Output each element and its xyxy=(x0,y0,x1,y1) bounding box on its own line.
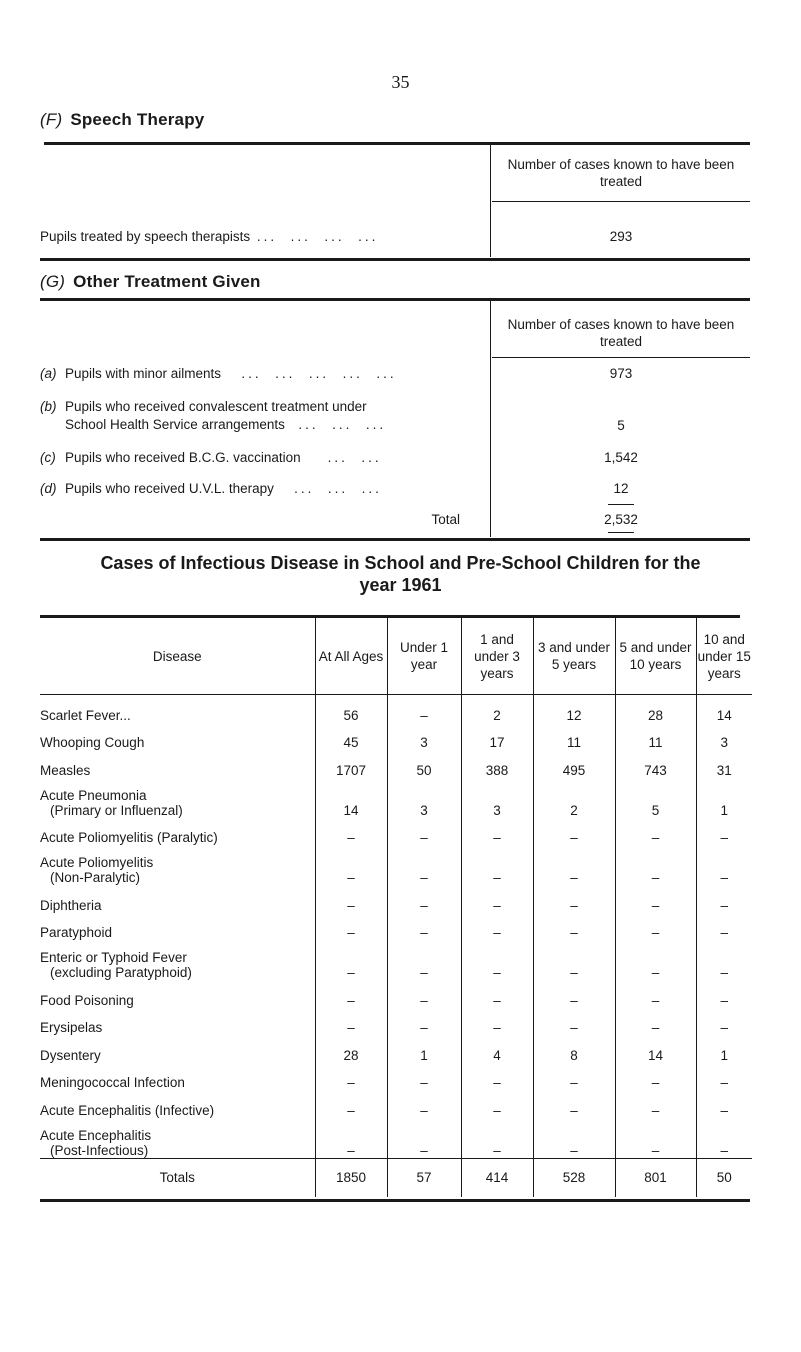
other-column-header: Number of cases known to have been treated xyxy=(507,317,735,349)
table-row xyxy=(40,1118,752,1159)
case-count-cell: – xyxy=(615,1063,696,1091)
row-label: Pupils who received convalescent treatment under xyxy=(65,399,367,414)
speech-column-header: Number of cases known to have been treated xyxy=(507,157,735,189)
case-count-cell: – xyxy=(387,818,461,846)
case-count-cell: – xyxy=(315,1063,387,1091)
totals-label: Totals xyxy=(40,1158,315,1197)
case-count-cell: – xyxy=(533,1118,615,1159)
case-count-cell: – xyxy=(387,940,461,980)
case-count-cell: – xyxy=(387,845,461,885)
case-count-cell: – xyxy=(315,913,387,941)
case-count-cell: – xyxy=(696,1008,752,1036)
disease-name-line1: Diphtheria xyxy=(40,897,102,913)
case-count-cell: – xyxy=(315,845,387,885)
case-count-cell: 1 xyxy=(696,1035,752,1063)
case-count-cell: – xyxy=(615,885,696,913)
disease-name-line1: Meningococcal Infection xyxy=(40,1075,185,1090)
row-label: Pupils who received U.V.L. therapy xyxy=(65,481,274,496)
row-label: Pupils with minor ailments xyxy=(65,366,222,381)
case-count-cell: – xyxy=(533,913,615,941)
case-count-cell: 743 xyxy=(615,750,696,778)
total-cell: 528 xyxy=(533,1158,615,1197)
disease-name xyxy=(40,913,315,941)
rule xyxy=(492,357,750,358)
row-label: Pupils who received B.C.G. vaccination xyxy=(65,450,301,465)
table-row xyxy=(40,913,752,941)
case-count-cell: – xyxy=(533,1090,615,1118)
table-row xyxy=(40,818,752,846)
case-count-cell: – xyxy=(696,1063,752,1091)
case-count-cell: – xyxy=(696,913,752,941)
row-letter: (b) xyxy=(40,399,57,414)
speech-value: 293 xyxy=(609,229,633,244)
disease-name-line1: Scarlet Fever... xyxy=(40,707,131,723)
section-title: Speech Therapy xyxy=(70,110,205,129)
case-count-cell: – xyxy=(461,940,533,980)
table-row xyxy=(40,1063,752,1091)
case-count-cell: 1 xyxy=(696,778,752,818)
speech-therapy-heading xyxy=(40,110,204,130)
section-title: Other Treatment Given xyxy=(73,272,261,291)
table-row xyxy=(40,778,752,818)
case-count-cell: – xyxy=(461,1090,533,1118)
column-header: At All Ages xyxy=(315,618,387,695)
disease-name-line1: Acute Poliomyelitis xyxy=(40,855,154,870)
case-count-cell: 28 xyxy=(615,695,696,723)
case-count-cell: – xyxy=(387,1090,461,1118)
case-count-cell: – xyxy=(461,845,533,885)
table-row xyxy=(40,695,752,723)
case-count-cell: – xyxy=(461,980,533,1008)
case-count-cell: 3 xyxy=(696,723,752,751)
total-cell: 414 xyxy=(461,1158,533,1197)
disease-name-line1: Dysentery xyxy=(40,1047,101,1063)
case-count-cell: – xyxy=(315,1008,387,1036)
case-count-cell: 3 xyxy=(387,778,461,818)
treatment-row-c: (c) Pupils who received B.C.G. vaccination ... ... xyxy=(40,450,382,465)
disease-name xyxy=(40,1118,315,1159)
case-count-cell: 2 xyxy=(461,695,533,723)
row-label-continued: School Health Service arrangements xyxy=(65,417,285,432)
section-letter: (G) xyxy=(40,272,66,291)
infectious-disease-table xyxy=(40,618,752,1197)
case-count-cell: – xyxy=(533,1008,615,1036)
table-row xyxy=(40,1035,752,1063)
treatment-value: 5 xyxy=(617,418,625,433)
rule xyxy=(492,201,750,202)
case-count-cell: 11 xyxy=(615,723,696,751)
case-count-cell: – xyxy=(615,980,696,1008)
disease-name-line2: (Primary or Influenzal) xyxy=(50,802,183,818)
total-value: 2,532 xyxy=(604,512,638,527)
case-count-cell: – xyxy=(315,1118,387,1159)
disease-name xyxy=(40,1090,315,1118)
case-count-cell: 17 xyxy=(461,723,533,751)
row-letter: (d) xyxy=(40,481,57,496)
case-count-cell: 14 xyxy=(696,695,752,723)
table-row xyxy=(40,1090,752,1118)
case-count-cell: – xyxy=(461,1063,533,1091)
case-count-cell: – xyxy=(461,913,533,941)
disease-name xyxy=(40,845,315,885)
column-header: 5 and under 10 years xyxy=(615,618,696,695)
table-row xyxy=(40,723,752,751)
totals-row xyxy=(40,1158,752,1197)
case-count-cell: – xyxy=(315,885,387,913)
column-header: 1 and under 3 years xyxy=(461,618,533,695)
rule xyxy=(44,142,750,145)
disease-name-line1: Acute Encephalitis xyxy=(40,1127,152,1143)
case-count-cell: 8 xyxy=(533,1035,615,1063)
case-count-cell: – xyxy=(461,885,533,913)
table-row xyxy=(40,750,752,778)
table-row xyxy=(40,940,752,980)
infectious-title-line2: year 1961 xyxy=(359,575,442,595)
treatment-value: 12 xyxy=(613,481,629,496)
infectious-title xyxy=(0,552,801,596)
case-count-cell: – xyxy=(696,940,752,980)
case-count-cell: – xyxy=(533,980,615,1008)
case-count-cell: – xyxy=(615,845,696,885)
disease-name-line1: Food Poisoning xyxy=(40,992,134,1008)
case-count-cell: – xyxy=(315,818,387,846)
column-header: Disease xyxy=(40,618,315,695)
case-count-cell: – xyxy=(696,818,752,846)
case-count-cell: – xyxy=(696,845,752,885)
disease-name xyxy=(40,778,315,818)
page-number: 35 xyxy=(391,72,410,92)
disease-name-line1: Enteric or Typhoid Fever xyxy=(40,950,187,965)
rule xyxy=(40,538,750,541)
case-count-cell: 14 xyxy=(315,778,387,818)
sum-rule xyxy=(608,504,634,505)
section-letter: (F) xyxy=(40,110,63,129)
case-count-cell: 5 xyxy=(615,778,696,818)
case-count-cell: – xyxy=(615,940,696,980)
other-treatment-heading xyxy=(40,272,261,292)
table-header-row xyxy=(40,618,752,695)
case-count-cell: 3 xyxy=(461,778,533,818)
case-count-cell: – xyxy=(315,940,387,980)
case-count-cell: – xyxy=(533,1063,615,1091)
sum-rule xyxy=(608,532,634,533)
table-row xyxy=(40,845,752,885)
total-cell: 50 xyxy=(696,1158,752,1197)
total-cell: 1850 xyxy=(315,1158,387,1197)
disease-name-line1: Acute Poliomyelitis (Paralytic) xyxy=(40,830,218,845)
disease-name xyxy=(40,940,315,980)
case-count-cell: – xyxy=(696,1090,752,1118)
disease-name xyxy=(40,1035,315,1063)
case-count-cell: – xyxy=(387,1118,461,1159)
disease-name xyxy=(40,980,315,1008)
treatment-row-d: (d) Pupils who received U.V.L. therapy ... ... ... xyxy=(40,481,382,496)
case-count-cell: 45 xyxy=(315,723,387,751)
case-count-cell: – xyxy=(696,1118,752,1159)
case-count-cell: – xyxy=(315,980,387,1008)
case-count-cell: 12 xyxy=(533,695,615,723)
case-count-cell: 31 xyxy=(696,750,752,778)
disease-name xyxy=(40,723,315,751)
case-count-cell: – xyxy=(533,940,615,980)
disease-name-line2: (Post-Infectious) xyxy=(50,1142,149,1158)
case-count-cell: – xyxy=(387,1008,461,1036)
disease-name-line1: Acute Pneumonia xyxy=(40,787,147,803)
case-count-cell: 56 xyxy=(315,695,387,723)
case-count-cell: – xyxy=(615,1118,696,1159)
case-count-cell: – xyxy=(696,980,752,1008)
infectious-title-line1: Cases of Infectious Disease in School and Pre-School Children for the xyxy=(100,553,701,573)
case-count-cell: 495 xyxy=(533,750,615,778)
disease-name xyxy=(40,750,315,778)
disease-name-line2: (Non-Paralytic) xyxy=(50,870,141,885)
column-header: 10 and under 15 years xyxy=(696,618,752,695)
row-letter: (a) xyxy=(40,366,57,381)
case-count-cell: – xyxy=(387,885,461,913)
disease-name xyxy=(40,1063,315,1091)
case-count-cell: – xyxy=(696,885,752,913)
case-count-cell: 1707 xyxy=(315,750,387,778)
case-count-cell: – xyxy=(533,845,615,885)
rule xyxy=(40,298,750,301)
disease-name-line1: Measles xyxy=(40,762,91,778)
table-row xyxy=(40,885,752,913)
total-cell: 801 xyxy=(615,1158,696,1197)
disease-name xyxy=(40,885,315,913)
case-count-cell: 4 xyxy=(461,1035,533,1063)
disease-name-line1: Paratyphoid xyxy=(40,925,113,940)
total-label: Total xyxy=(431,512,460,527)
disease-name xyxy=(40,1008,315,1036)
case-count-cell: 50 xyxy=(387,750,461,778)
treatment-row-b: (b) Pupils who received convalescent treatment under School Health Service arrangements ... ... ... xyxy=(40,399,387,432)
case-count-cell: – xyxy=(615,1008,696,1036)
case-count-cell: 14 xyxy=(615,1035,696,1063)
table-row xyxy=(40,980,752,1008)
case-count-cell: – xyxy=(315,1090,387,1118)
speech-row-label: Pupils treated by speech therapists ... ... ... ... xyxy=(40,229,379,244)
case-count-cell: – xyxy=(533,885,615,913)
case-count-cell: 1 xyxy=(387,1035,461,1063)
column-header: 3 and under 5 years xyxy=(533,618,615,695)
case-count-cell: 3 xyxy=(387,723,461,751)
disease-name xyxy=(40,695,315,723)
case-count-cell: – xyxy=(533,818,615,846)
case-count-cell: – xyxy=(615,818,696,846)
disease-name xyxy=(40,818,315,846)
row-letter: (c) xyxy=(40,450,56,465)
treatment-value: 973 xyxy=(609,366,633,381)
rule xyxy=(40,1199,750,1202)
case-count-cell: – xyxy=(615,913,696,941)
disease-name-line2: (excluding Paratyphoid) xyxy=(50,965,192,980)
case-count-cell: – xyxy=(387,1063,461,1091)
table-row xyxy=(40,1008,752,1036)
column-header: Under 1 year xyxy=(387,618,461,695)
case-count-cell: 388 xyxy=(461,750,533,778)
case-count-cell: – xyxy=(387,980,461,1008)
disease-name-line1: Acute Encephalitis (Infective) xyxy=(40,1102,215,1118)
case-count-cell: – xyxy=(615,1090,696,1118)
total-cell: 57 xyxy=(387,1158,461,1197)
case-count-cell: – xyxy=(461,1118,533,1159)
case-count-cell: – xyxy=(387,695,461,723)
case-count-cell: – xyxy=(461,818,533,846)
treatment-value: 1,542 xyxy=(604,450,638,465)
case-count-cell: 28 xyxy=(315,1035,387,1063)
rule xyxy=(40,258,750,261)
column-divider xyxy=(490,301,491,537)
treatment-row-a: (a) Pupils with minor ailments ... ... ... ... ... xyxy=(40,366,397,381)
disease-name-line1: Erysipelas xyxy=(40,1020,103,1035)
case-count-cell: – xyxy=(387,913,461,941)
case-count-cell: – xyxy=(461,1008,533,1036)
case-count-cell: 11 xyxy=(533,723,615,751)
case-count-cell: 2 xyxy=(533,778,615,818)
column-divider xyxy=(490,145,491,257)
disease-name-line1: Whooping Cough xyxy=(40,735,145,750)
